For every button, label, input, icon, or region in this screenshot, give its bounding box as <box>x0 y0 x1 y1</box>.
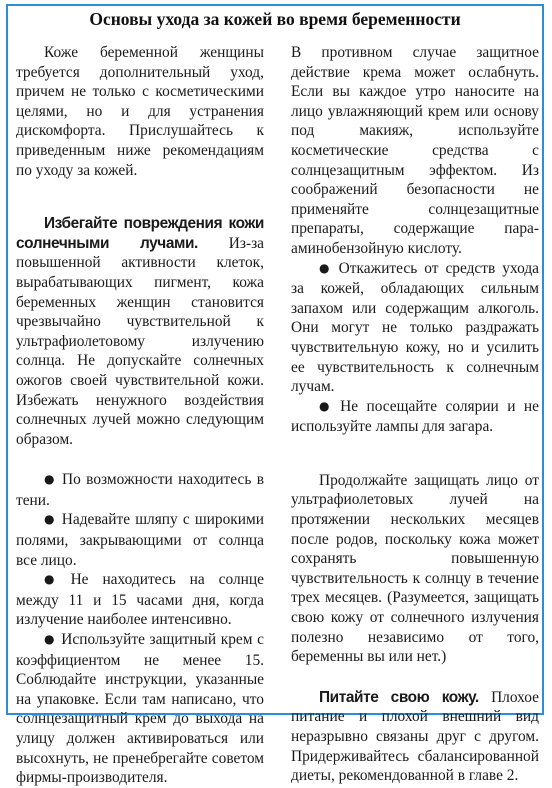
list-item: ● Не посещайте солярии и не используйте лампы для загара. <box>291 397 539 436</box>
list-item: ● Надевайте шляпу с широкими полями, закрывающими от солнца все лицо. <box>16 511 264 569</box>
bullet-icon: ● <box>319 398 335 413</box>
after-birth-paragraph: Продолжайте защищать лицо от ультрафиолетовых лучей на протяжении нескольких месяцев после родов, поскольку кожа может сохранять повышенную чувствительность к солнцу в течение трех месяцев. (Разумеется, защищать свою кожу от солнечного излучения полезно независимо от того, беременны вы или нет.) <box>291 471 539 666</box>
nourish-heading: Питайте свою кожу. <box>319 688 479 706</box>
list-item: ● Откажитесь от средств ухода за кожей, обладающих сильным запахом или содержащим алкоголь. Они могут не только раздражать чувствительную кожу, но и усилить ее чувствительность к солнечным лучам. <box>291 259 539 396</box>
bullet-icon: ● <box>44 512 56 527</box>
bullet-icon: ● <box>44 632 56 647</box>
sun-section-text: Из-за повышенной активности клеток, вырабатывающих пигмент, кожа беременных женщин становится чрезвычайно чувствительной к ультрафиолетовому излучению солнца. Не допускайте солнечных ожогов своей чувствительной кожи. Избежать ненужного воздействия солнечных лучей можно следующим образом. <box>16 234 265 448</box>
bullet-icon: ● <box>44 572 65 587</box>
left-column <box>16 43 264 788</box>
sun-section-heading: Избегайте повреждения кожи солнечными лучами. <box>16 215 264 252</box>
sun-section-paragraph <box>16 214 264 449</box>
list-item: ● Используйте защитный крем с коэффициентом не менее 15. Соблюдайте инструкции, указанные на упаковке. Если там написано, что солнцезащитный крем до выхода на улицу должен активироваться или высохнуть, не пренебрегайте советом фирмы-производителя. <box>16 631 264 787</box>
right-column <box>291 43 539 786</box>
intro-paragraph: Коже беременной женщины требуется дополнительный уход, причем не только с косметическими целями, но и для устранения дискомфорта. Прислушайтесь к приведенным ниже рекомендациям по уходу за кожей. <box>16 44 264 179</box>
page-frame <box>6 4 544 787</box>
page-title: Основы ухода за кожей во время беременности <box>89 9 461 29</box>
list-item: ● Не находитесь на солнце между 11 и 15 часами дня, когда излучение наиболее интенсивно. <box>16 571 264 629</box>
bullet-icon: ● <box>319 260 333 275</box>
list-item: ● По возможности находитесь в тени. <box>16 471 264 509</box>
continuation-paragraph: В противном случае защитное действие крема может ослабнуть. Если вы каждое утро наносите на лицо увлажняющий крем или основу под макияж, используйте косметические средства с солнцезащитным эффектом. Из соображений безопасности не применяйте солнцезащитные препараты, содержащие пара-аминобензойную кислоту. <box>291 44 539 257</box>
nourish-paragraph <box>291 688 539 786</box>
bullet-icon: ● <box>44 472 56 487</box>
nourish-text: Плохое питание и плохой внешний вид неразрывно связаны друг с другом. Придерживайтесь сбалансированной диеты, рекомендованной в главе 2. <box>291 688 539 785</box>
